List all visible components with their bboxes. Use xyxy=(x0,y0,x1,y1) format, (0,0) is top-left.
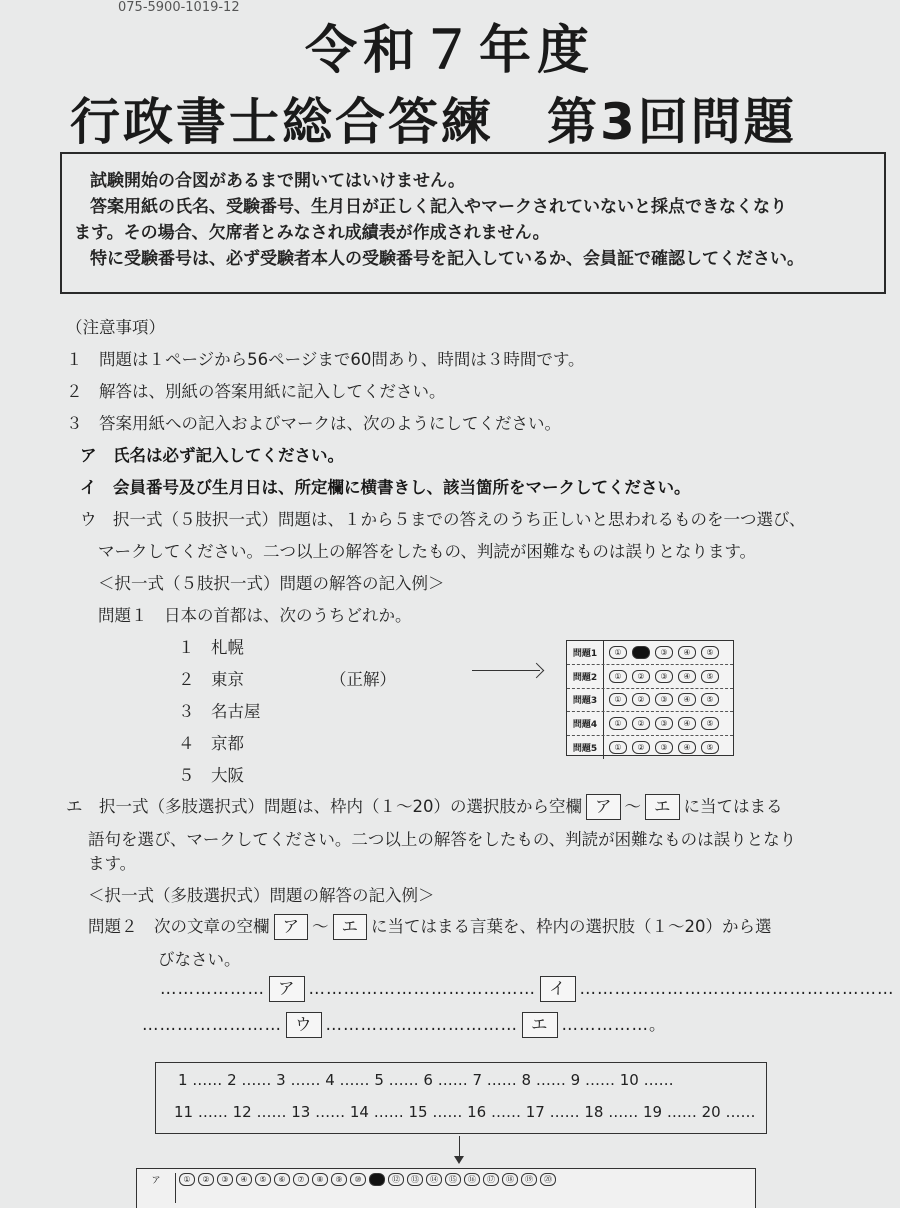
blank-box-e: エ xyxy=(522,1012,558,1038)
notice-line-4: 特に受験番号は、必ず受験者本人の受験番号を記入しているか、会員証で確認してください。 xyxy=(90,249,804,269)
bubble: ⑤ xyxy=(701,693,719,706)
bubble: ③ xyxy=(655,717,673,730)
answer-row-label: 問題3 xyxy=(567,689,604,712)
bubble: ⑳ xyxy=(540,1173,556,1186)
rule-e-line1 xyxy=(66,794,783,820)
answer-row-label: 問題4 xyxy=(567,712,604,735)
rule-e-example-title: ＜択一式（多肢選択式）問題の解答の記入例＞ xyxy=(88,886,435,905)
bubble: ⑫ xyxy=(388,1173,404,1186)
bubble: ④ xyxy=(678,717,696,730)
answer-row-label: 問題5 xyxy=(567,736,604,759)
bubble: ② xyxy=(198,1173,214,1186)
blank-sentence-1: ……………… ア ………………………………… イ ……………………………………………… xyxy=(160,976,895,1002)
bubble: ⑬ xyxy=(407,1173,423,1186)
bubble: ⑤ xyxy=(701,741,719,754)
bubble: ⑲ xyxy=(521,1173,537,1186)
bubble: ④ xyxy=(236,1173,252,1186)
rule-e-text-a: エ 択一式（多肢選択式）問題は、枠内（１～20）の選択肢から空欄 xyxy=(66,797,582,816)
bubble: ④ xyxy=(678,646,696,659)
bubble: ④ xyxy=(678,670,696,683)
bubble: ⑦ xyxy=(293,1173,309,1186)
answer-row-label: 問題2 xyxy=(567,665,604,688)
answer-row xyxy=(567,665,733,689)
blank-box-e: エ xyxy=(645,794,680,820)
rule-i: イ 会員番号及び生月日は、所定欄に横書きし、該当箇所をマークしてください。 xyxy=(80,478,691,497)
multi-choice-answer-sheet xyxy=(136,1168,756,1208)
notice-line-2: 答案用紙の氏名、受験番号、生月日が正しく記入やマークされていないと採点できなくなり xyxy=(90,197,787,217)
rule-u-example-title: ＜択一式（５肢択一式）問題の解答の記入例＞ xyxy=(98,574,445,593)
choice-row-2: 11 …… 12 …… 13 …… 14 …… 15 …… 16 …… 17 …… 18 …… 19 …… 20 …… xyxy=(174,1103,756,1121)
rule-u-line2: マークしてください。二つ以上の解答をしたもの、判読が困難なものは誤りとなります。 xyxy=(98,542,757,561)
bubble: ⑩ xyxy=(350,1173,366,1186)
question-2-line2: びなさい。 xyxy=(158,950,241,969)
bubble: ② xyxy=(632,741,650,754)
caution-item-3: ３ 答案用紙への記入およびマークは、次のようにしてください。 xyxy=(66,414,561,433)
bubble: ③ xyxy=(217,1173,233,1186)
rule-e-line3: ます。 xyxy=(88,854,137,873)
bubble: ① xyxy=(179,1173,195,1186)
option-5: ５ 大阪 xyxy=(178,766,244,785)
bubble: ⑯ xyxy=(464,1173,480,1186)
rule-e-text-b: に当てはまる xyxy=(683,797,783,816)
bubble: ④ xyxy=(678,693,696,706)
bubble: ② xyxy=(632,693,650,706)
blank-box-a: ア xyxy=(269,976,305,1002)
caution-item-2: ２ 解答は、別紙の答案用紙に記入してください。 xyxy=(66,382,446,401)
rule-u-line1: ウ 択一式（５肢択一式）問題は、１から５までの答えのうち正しいと思われるものを一つ選び、 xyxy=(80,510,806,529)
bubble: ⑤ xyxy=(701,670,719,683)
rule-a: ア 氏名は必ず記入してください。 xyxy=(80,446,344,465)
answer-row-label: 問題1 xyxy=(567,641,604,664)
caution-title: （注意事項） xyxy=(66,318,165,337)
bubble: ⑥ xyxy=(274,1173,290,1186)
q2-text-a: 問題２ 次の文章の空欄 xyxy=(88,917,270,936)
bubble: ③ xyxy=(655,741,673,754)
bubble: ⑱ xyxy=(502,1173,518,1186)
bubble: ⑤ xyxy=(701,717,719,730)
bubble: ⑤ xyxy=(701,646,719,659)
answer-row xyxy=(567,712,733,736)
question-1: 問題１ 日本の首都は、次のうちどれか。 xyxy=(98,606,412,625)
bubble: ③ xyxy=(655,693,673,706)
blank-box-a: ア xyxy=(274,914,309,940)
blank-box-a: ア xyxy=(586,794,621,820)
bubble: ⑨ xyxy=(331,1173,347,1186)
notice-line-1: 試験開始の合図があるまで開いてはいけません。 xyxy=(90,171,466,191)
q2-text-b: に当てはまる言葉を、枠内の選択肢（１～20）から選 xyxy=(371,917,772,936)
bubble: ⑮ xyxy=(445,1173,461,1186)
bubble: ① xyxy=(609,741,627,754)
bubble: ① xyxy=(609,646,627,659)
right-arrow xyxy=(472,670,540,671)
choice-row-1: 1 …… 2 …… 3 …… 4 …… 5 …… 6 …… 7 …… 8 …… 9 …… 10 …… xyxy=(178,1071,674,1089)
title-year: 令和７年度 xyxy=(304,21,595,81)
blank-box-u: ウ xyxy=(286,1012,322,1038)
bubble: ③ xyxy=(655,646,673,659)
answer-row xyxy=(567,689,733,713)
bubble: ⑰ xyxy=(483,1173,499,1186)
notice-box xyxy=(60,152,886,294)
bubble-filled xyxy=(632,646,650,659)
bubble: ④ xyxy=(678,741,696,754)
blank-box-e: エ xyxy=(333,914,368,940)
choice-box xyxy=(155,1062,767,1134)
option-4: ４ 京都 xyxy=(178,734,244,753)
bubble: ② xyxy=(632,717,650,730)
notice-line-3: ます。その場合、欠席者とみなされ成績表が作成されません。 xyxy=(74,223,550,243)
sheet-row-label: ア xyxy=(137,1173,176,1203)
bubble: ② xyxy=(632,670,650,683)
bubble-filled xyxy=(369,1173,385,1186)
bubble: ③ xyxy=(655,670,673,683)
answer-sheet-sample xyxy=(566,640,734,756)
bubble: ① xyxy=(609,670,627,683)
option-2: ２ 東京 xyxy=(178,670,244,689)
bubble: ① xyxy=(609,693,627,706)
option-1: １ 札幌 xyxy=(178,638,244,657)
blank-box-i: イ xyxy=(540,976,576,1002)
tilde: ～ xyxy=(312,917,329,936)
answer-row xyxy=(567,736,733,759)
caution-item-1: １ 問題は１ページから56ページまで60問あり、時間は３時間です。 xyxy=(66,350,585,369)
bubble: ① xyxy=(609,717,627,730)
blank-sentence-2: …………………… ウ …………………………… エ ……………。 xyxy=(142,1012,667,1038)
answer-row xyxy=(567,641,733,665)
option-3: ３ 名古屋 xyxy=(178,702,261,721)
title-main: 行政書士総合答練 第3回問題 xyxy=(70,93,797,151)
document-code: 075-5900-1019-12 xyxy=(118,0,240,15)
correct-label: （正解） xyxy=(330,670,396,689)
bubble: ⑭ xyxy=(426,1173,442,1186)
rule-e-line2: 語句を選び、マークしてください。二つ以上の解答をしたもの、判読が困難なものは誤りとなり xyxy=(88,830,797,849)
bubble: ⑤ xyxy=(255,1173,271,1186)
bubble: ⑧ xyxy=(312,1173,328,1186)
down-arrow xyxy=(459,1136,460,1162)
question-2-line1 xyxy=(88,914,772,940)
tilde: ～ xyxy=(624,797,641,816)
